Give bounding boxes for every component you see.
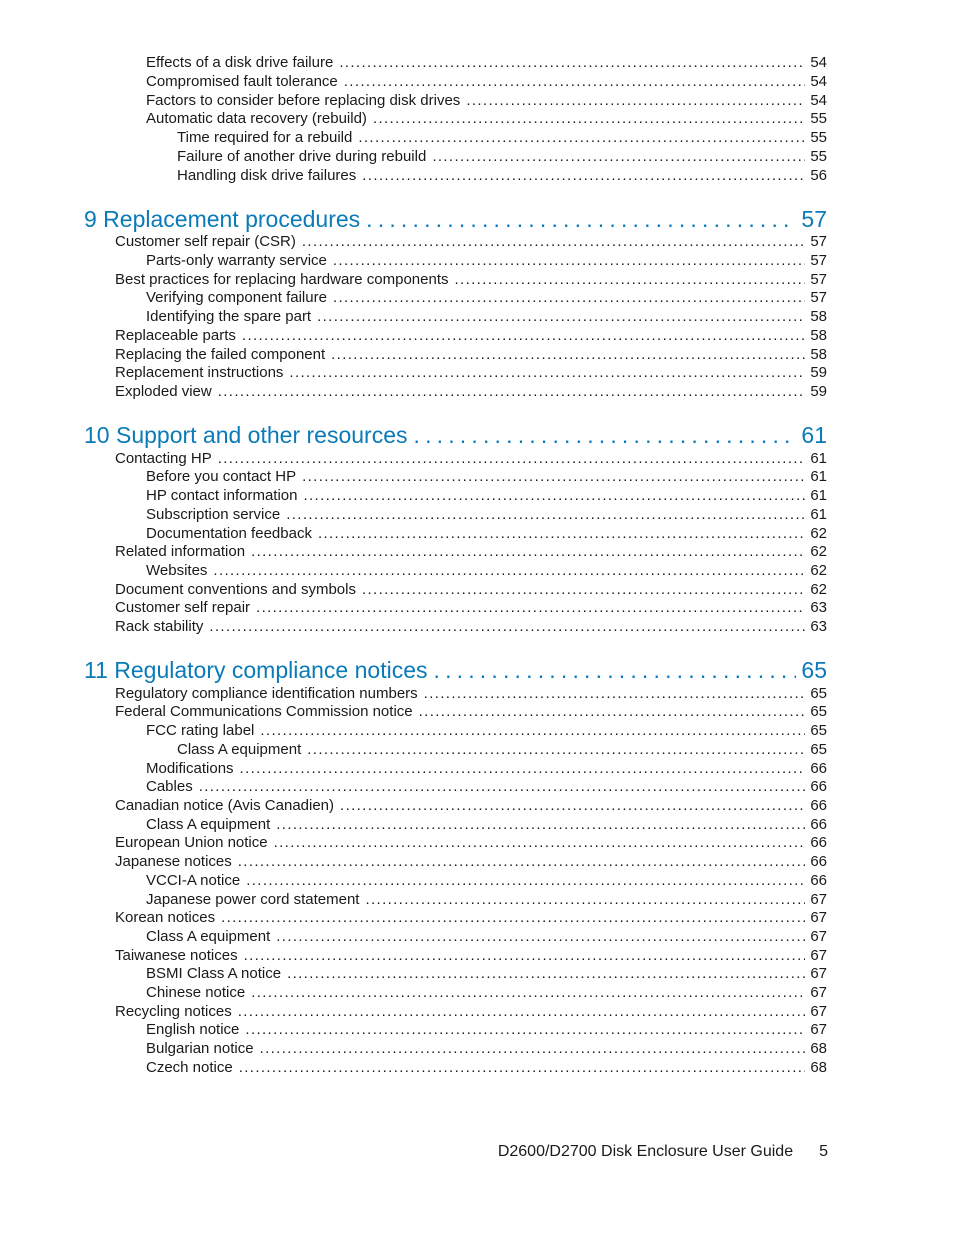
toc-entry-page: 67 (810, 947, 827, 964)
toc-entry-page: 63 (810, 618, 827, 635)
dot-leader (286, 505, 805, 524)
dot-leader (221, 908, 805, 927)
dot-leader (218, 382, 806, 401)
toc-entry[interactable] (146, 486, 827, 505)
toc-entry-title: Verifying component failure (146, 289, 327, 306)
toc-entry[interactable] (146, 307, 827, 326)
toc-entry-page: 62 (810, 525, 827, 542)
dot-leader (307, 740, 805, 759)
toc-entry-page: 66 (810, 872, 827, 889)
dot-leader (331, 345, 805, 364)
toc-entry[interactable] (115, 852, 827, 871)
footer-title: D2600/D2700 Disk Enclosure User Guide (497, 1143, 794, 1160)
toc-entry[interactable] (115, 326, 827, 345)
dot-leader (432, 147, 805, 166)
toc-entry-page: 61 (810, 487, 827, 504)
toc-entry[interactable] (146, 251, 827, 270)
toc-entry-page: 66 (810, 816, 827, 833)
toc-entry-title: Related information (115, 543, 246, 560)
toc-entry-title: Replacement instructions (115, 364, 284, 381)
dot-leader (466, 91, 805, 110)
toc-entry-page: 59 (810, 364, 827, 381)
toc-entry-page: 65 (810, 722, 827, 739)
toc-entry-title: Regulatory compliance identification numbers (115, 685, 418, 702)
toc-entry-page: 62 (810, 581, 827, 598)
toc-entry-title: English notice (146, 1021, 240, 1038)
toc-entry-page: 54 (810, 92, 827, 109)
dot-leader (358, 128, 805, 147)
toc-entry[interactable] (146, 721, 827, 740)
toc-entry-page: 65 (810, 685, 827, 702)
dot-leader (344, 72, 806, 91)
toc-entry-page: 61 (810, 506, 827, 523)
toc-entry-title: Compromised fault tolerance (146, 73, 338, 90)
toc-entry-page: 54 (810, 54, 827, 71)
toc-entry-title: Time required for a rebuild (177, 129, 353, 146)
toc-entry-page: 57 (810, 252, 827, 269)
toc-entry-page: 68 (810, 1040, 827, 1057)
dot-leader (246, 871, 805, 890)
toc-entry[interactable] (146, 983, 827, 1002)
toc-entry-title: Bulgarian notice (146, 1040, 254, 1057)
toc-entry[interactable] (115, 796, 827, 815)
dot-leader (244, 946, 806, 965)
toc-entry-title: Japanese power cord statement (146, 891, 360, 908)
toc-entry[interactable] (146, 53, 827, 72)
dot-leader (302, 467, 805, 486)
dot-leader (362, 166, 805, 185)
toc-entry[interactable] (146, 1058, 827, 1077)
toc-entry[interactable] (146, 561, 827, 580)
toc-entry-title: Taiwanese notices (115, 947, 238, 964)
toc-entry[interactable] (146, 109, 827, 128)
toc-entry-page: 62 (810, 562, 827, 579)
toc-entry-title: Subscription service (146, 506, 281, 523)
toc-entry[interactable] (146, 91, 827, 110)
toc-entry-title: Failure of another drive during rebuild (177, 148, 427, 165)
toc-entry-title: Automatic data recovery (rebuild) (146, 110, 367, 127)
toc-entry-page: 58 (810, 308, 827, 325)
toc-entry[interactable] (115, 270, 827, 289)
toc-entry-title: Identifying the spare part (146, 308, 312, 325)
toc-entry[interactable] (115, 345, 827, 364)
toc-entry-page: 63 (810, 599, 827, 616)
toc-entry-page: 65 (810, 741, 827, 758)
dot-leader (238, 1002, 806, 1021)
toc-entry[interactable] (115, 363, 827, 382)
toc-entry-title: FCC rating label (146, 722, 255, 739)
toc-entry-page: 66 (810, 834, 827, 851)
toc-entry[interactable] (146, 72, 827, 91)
dot-leader (242, 326, 805, 345)
toc-chapter-entry[interactable] (84, 205, 827, 233)
dot-leader (333, 251, 805, 270)
toc-entry-title: HP contact information (146, 487, 298, 504)
toc-entry-title: BSMI Class A notice (146, 965, 282, 982)
dot-leader (413, 421, 796, 449)
toc-entry-title: Federal Communications Commission notice (115, 703, 413, 720)
toc-entry-title: Czech notice (146, 1059, 233, 1076)
toc-entry[interactable] (146, 871, 827, 890)
toc-entry-page: 65 (810, 703, 827, 720)
dot-leader (424, 684, 806, 703)
toc-entry[interactable] (146, 467, 827, 486)
toc-entry-page: 55 (810, 110, 827, 127)
toc-entry-page: 67 (810, 909, 827, 926)
toc-entry-title: Korean notices (115, 909, 216, 926)
toc-entry[interactable] (115, 946, 827, 965)
dot-leader (373, 109, 805, 128)
toc-entry-page: 57 (810, 289, 827, 306)
toc-entry-page: 68 (810, 1059, 827, 1076)
toc-chapter-entry[interactable] (84, 656, 827, 684)
toc-entry-page: 61 (810, 450, 827, 467)
toc-entry-page: 66 (810, 760, 827, 777)
toc-entry[interactable] (177, 166, 827, 185)
toc-entry-page: 62 (810, 543, 827, 560)
toc-entry[interactable] (146, 777, 827, 796)
dot-leader (251, 542, 805, 561)
dot-leader (302, 232, 805, 251)
toc-entry-page: 66 (810, 797, 827, 814)
toc-entry[interactable] (146, 1039, 827, 1058)
toc-entry[interactable] (115, 449, 827, 468)
toc-entry-title: Chinese notice (146, 984, 246, 1001)
dot-leader (218, 449, 806, 468)
dot-leader (213, 561, 805, 580)
toc-entry-title: Customer self repair (CSR) (115, 233, 296, 250)
toc-entry-title: 11 Regulatory compliance notices (84, 657, 428, 683)
toc-entry[interactable] (115, 232, 827, 251)
toc-entry[interactable] (115, 684, 827, 703)
toc-entry-page: 61 (810, 468, 827, 485)
dot-leader (199, 777, 806, 796)
toc-entry-title: Class A equipment (146, 928, 271, 945)
toc-entry-title: Canadian notice (Avis Canadien) (115, 797, 335, 814)
toc-entry-page: 67 (810, 1003, 827, 1020)
toc-chapter-entry[interactable] (84, 421, 827, 449)
toc-entry-page: 59 (810, 383, 827, 400)
dot-leader (317, 307, 805, 326)
dot-leader (303, 486, 805, 505)
toc-entry-title: Japanese notices (115, 853, 232, 870)
dot-leader (289, 363, 805, 382)
toc-entry[interactable] (115, 542, 827, 561)
toc-entry[interactable] (146, 964, 827, 983)
dot-leader (256, 598, 805, 617)
toc-entry-page: 67 (810, 984, 827, 1001)
toc-entry-title: 9 Replacement procedures (84, 206, 361, 232)
toc-entry[interactable] (177, 740, 827, 759)
page-footer (0, 1143, 828, 1161)
dot-leader (433, 656, 796, 684)
dot-leader (340, 796, 805, 815)
toc-entry-title: Parts-only warranty service (146, 252, 327, 269)
toc-entry-title: Document conventions and symbols (115, 581, 356, 598)
toc-entry[interactable] (146, 1020, 827, 1039)
dot-leader (260, 721, 805, 740)
dot-leader (239, 1058, 806, 1077)
dot-leader (318, 524, 805, 543)
dot-leader (245, 1020, 805, 1039)
dot-leader (333, 288, 805, 307)
toc-entry-title: European Union notice (115, 834, 268, 851)
toc-entry[interactable] (115, 580, 827, 599)
toc-entry-page: 58 (810, 327, 827, 344)
toc-entry-page: 57 (810, 233, 827, 250)
toc-entry-title: Class A equipment (177, 741, 302, 758)
toc-entry-page: 67 (810, 1021, 827, 1038)
dot-leader (240, 759, 806, 778)
page-number: 5 (819, 1143, 828, 1160)
toc-entry-title: 10 Support and other resources (84, 422, 408, 448)
toc-entry[interactable] (115, 617, 827, 636)
dot-leader (455, 270, 806, 289)
toc-entry[interactable] (146, 288, 827, 307)
dot-leader (362, 580, 805, 599)
toc-entry[interactable] (146, 815, 827, 834)
toc-entry-page: 67 (810, 891, 827, 908)
toc-entry-title: Best practices for replacing hardware components (115, 271, 449, 288)
toc-entry-title: Before you contact HP (146, 468, 297, 485)
toc-entry[interactable] (115, 702, 827, 721)
toc-entry[interactable] (146, 890, 827, 909)
dot-leader (339, 53, 805, 72)
toc-entry-page: 66 (810, 853, 827, 870)
toc-entry-page: 58 (810, 346, 827, 363)
toc-entry-page: 57 (810, 271, 827, 288)
dot-leader (251, 983, 805, 1002)
dot-leader (419, 702, 806, 721)
toc-entry-title: Modifications (146, 760, 234, 777)
toc-entry-title: Customer self repair (115, 599, 251, 616)
toc-entry[interactable] (146, 759, 827, 778)
dot-leader (238, 852, 806, 871)
dot-leader (260, 1039, 806, 1058)
toc-entry-title: Factors to consider before replacing disk drives (146, 92, 461, 109)
toc-entry-page: 56 (810, 167, 827, 184)
toc-entry-title: Effects of a disk drive failure (146, 54, 334, 71)
toc-entry-title: Contacting HP (115, 450, 212, 467)
dot-leader (276, 815, 805, 834)
toc-entry-page: 55 (810, 148, 827, 165)
toc-entry-page: 66 (810, 778, 827, 795)
toc-entry-title: Handling disk drive failures (177, 167, 357, 184)
toc-entry-title: Rack stability (115, 618, 204, 635)
toc-entry[interactable] (146, 524, 827, 543)
toc-entry[interactable] (177, 147, 827, 166)
toc-entry-title: Websites (146, 562, 208, 579)
dot-leader (366, 205, 796, 233)
toc-entry[interactable] (115, 598, 827, 617)
toc-entry-title: Exploded view (115, 383, 212, 400)
toc-entry-title: Documentation feedback (146, 525, 312, 542)
toc-entry[interactable] (177, 128, 827, 147)
toc-entry[interactable] (146, 505, 827, 524)
toc-entry-page: 65 (801, 657, 827, 683)
dot-leader (276, 927, 805, 946)
toc-entry-page: 67 (810, 928, 827, 945)
dot-leader (209, 617, 805, 636)
toc-entry-page: 54 (810, 73, 827, 90)
toc-entry-page: 57 (801, 206, 827, 232)
toc-entry[interactable] (115, 833, 827, 852)
toc-entry-title: Recycling notices (115, 1003, 232, 1020)
toc-entry[interactable] (115, 908, 827, 927)
toc-entry-page: 55 (810, 129, 827, 146)
dot-leader (365, 890, 805, 909)
toc-entry[interactable] (146, 927, 827, 946)
dot-leader (287, 964, 805, 983)
toc-entry-title: Replaceable parts (115, 327, 236, 344)
toc-entry-page: 67 (810, 965, 827, 982)
toc-entry[interactable] (115, 382, 827, 401)
toc-entry-title: Class A equipment (146, 816, 271, 833)
toc-entry-title: Cables (146, 778, 193, 795)
toc-entry-title: Replacing the failed component (115, 346, 326, 363)
toc-entry-page: 61 (801, 422, 827, 448)
dot-leader (274, 833, 806, 852)
toc-entry[interactable] (115, 1002, 827, 1021)
toc-entry-title: VCCI-A notice (146, 872, 241, 889)
